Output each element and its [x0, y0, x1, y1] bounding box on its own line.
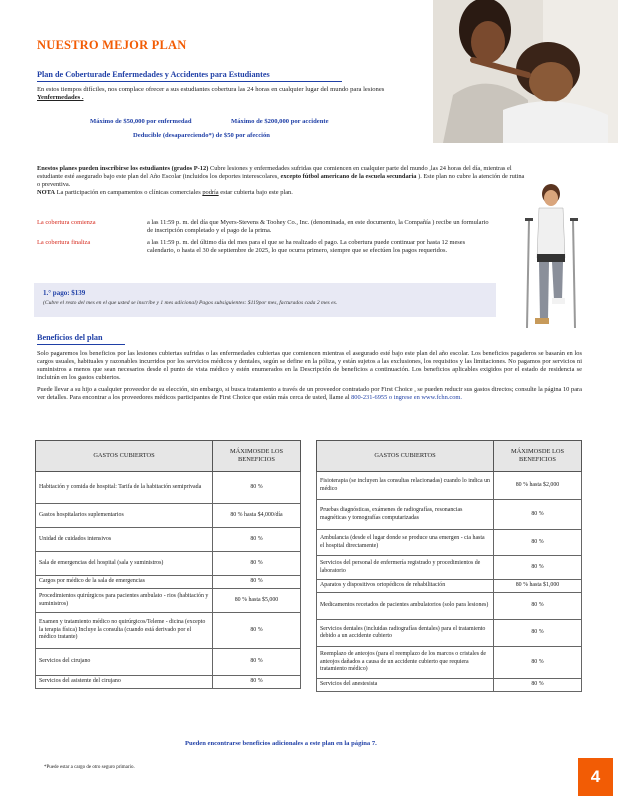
- eligibility-paragraph: [37, 165, 527, 197]
- nota-link: podría: [202, 189, 219, 196]
- service-cell: Pruebas diagnósticas, exámenes de radiografías, resonancias magnéticas y tomografías computarizadas: [317, 500, 494, 530]
- plan-heading-rule: [37, 81, 342, 82]
- table-row: [317, 530, 582, 556]
- student-on-crutches-image: [515, 180, 585, 330]
- service-cell: Servicios del personal de enfermería registrado y procedimientos de laboratorio: [317, 556, 494, 580]
- max-benefit-cell: 80 %: [213, 552, 301, 576]
- deductible: Deducible (desapareciendo*) de $50 por afección: [133, 132, 270, 139]
- table-row: [36, 552, 301, 576]
- coverage-end-label: La cobertura finaliza: [37, 239, 91, 246]
- service-cell: Fisioterapia (se incluyen las consultas relacionadas) cuando lo indica un médico: [317, 472, 494, 500]
- table-row: [36, 613, 301, 649]
- max-benefit-cell: 80 %: [494, 679, 582, 692]
- table-row: [36, 528, 301, 552]
- table-row: [36, 504, 301, 528]
- footer-note: Pueden encontrarse beneficios adicionales a este plan en la página 7.: [185, 740, 377, 747]
- hero-photo: [433, 0, 618, 143]
- table-row: [317, 472, 582, 500]
- service-cell: Reemplazo de anteojos (para el reemplazo de los marcos o cristales de anteojos dañados a causa de un accidente cubierto que requiera tratamiento médico): [317, 647, 494, 679]
- contact-phone-link[interactable]: 800-231-6955 o ingrese en www.fchn.com.: [351, 394, 462, 401]
- benefits-paragraph-2-text: Puede llevar a su hijo a cualquier proveedor de su elección, sin embargo, si busca tratamiento a través de un proveedor contratado por First Choice , se pueden reducir sus gastos directos; consulte la página 10 para ver detalles. Para encontrar a los proveedores médicos participantes de First Choice que están más cerca de usted, llame al: [37, 386, 582, 401]
- intro-text: En estos tiempos difíciles, nos complace ofrecer a sus estudiantes cobertura las 24 horas en cualquier lugar del mundo para lesiones: [37, 86, 385, 93]
- right-rows: [317, 472, 582, 692]
- service-cell: Sala de emergencias del hospital (sala y suministros): [36, 552, 213, 576]
- service-cell: Gastos hospitalarios suplementarios: [36, 504, 213, 528]
- service-cell: Servicios del cirujano: [36, 649, 213, 676]
- mother-and-child-image: [433, 0, 618, 143]
- left-rows: [36, 472, 301, 689]
- benefits-table-left: [35, 440, 301, 689]
- footnote: *Puede estar a cargo de otro seguro primario.: [44, 765, 135, 770]
- nota-text: La participación en campamentos o clínicas comerciales: [56, 189, 201, 196]
- payment-details: (Cubre el resto del mes en el que usted se inscribe y 1 mes adicional) Pagos subsiguientes: $119por mes, facturados cada 2 mes es.: [43, 299, 338, 306]
- coverage-start-label: La cobertura comienza: [37, 219, 96, 226]
- max-benefit-cell: 80 %: [494, 593, 582, 620]
- table-row: [317, 647, 582, 679]
- service-cell: Aparatos y dispositivos ortopédicos de rehabilitación: [317, 580, 494, 593]
- max-benefit-cell: 80 %: [213, 649, 301, 676]
- service-cell: Procedimientos quirúrgicos para pacientes ambulato - rios (habitación y suministros): [36, 589, 213, 613]
- table-row: [317, 593, 582, 620]
- table-row: [36, 649, 301, 676]
- service-cell: Habitación y comida de hospital: Tarifa de la habitación semiprivada: [36, 472, 213, 504]
- max-benefit-cell: 80 %: [213, 528, 301, 552]
- service-cell: Servicios dentales (incluidas radiografías dentales) para el tratamiento debido a un accidente cubierto: [317, 620, 494, 647]
- table-row: [36, 589, 301, 613]
- max-benefit-cell: 80 %: [213, 576, 301, 589]
- eligibility-exception: excepto fútbol americano de la escuela secundaria: [280, 173, 417, 180]
- eligibility-text-2: ). Este plan no cubre la atención de rutina o preventiva.: [37, 173, 525, 188]
- coverage-end-text: a las 11:59 p. m. del último día del mes para el que se ha realizado el pago. La cobertura puede continuar por hasta 12 meses calendario, o hasta el 30 de septiembre de 2025, lo que ocurra primero, siempre que se efectúen los pagos requeridos.: [147, 239, 466, 254]
- table-row: [317, 556, 582, 580]
- max-benefit-cell: 80 %: [494, 500, 582, 530]
- plan-heading: Plan de Coberturade Enfermedades y Accidentes para Estudiantes: [37, 70, 270, 79]
- page-number: 4: [578, 758, 613, 796]
- max-benefit-cell: 80 %: [494, 556, 582, 580]
- benefits-paragraph-1: Solo pagaremos los beneficios por las lesiones cubiertas sufridas o las enfermedades cubiertas que comiencen mientras el asegurado esté bajo este plan del año escolar. Los beneficios pagaderos se basarán en los cargos usuales, habituales y razonables incurridos por los servicios médicos y dentales, según se define en la póliza, y están sujetos a las exclusiones, los requisitos y las limitaciones. No pagamos por servicios ni suministros a menos que sean necesarios desde el punto de vista médico y estén enumerados en la Descripción de beneficios a continuación. Los beneficios aplicables exigidos por el estado de residencia se incluirán en los gastos cubiertos.: [37, 350, 582, 381]
- intro-link[interactable]: Yenfermedades .: [37, 94, 84, 102]
- col-header-services: GASTOS CUBIERTOS: [36, 441, 213, 472]
- table-row: [317, 580, 582, 593]
- max-benefit-cell: 80 %: [213, 613, 301, 649]
- service-cell: Cargos por médico de la sala de emergencias: [36, 576, 213, 589]
- col-header-max: MÁXIMOSDE LOS BENEFICIOS: [494, 441, 582, 472]
- benefits-paragraph-2: [37, 386, 582, 402]
- table-row: [317, 679, 582, 692]
- col-header-max: MÁXIMOSDE LOS BENEFICIOS: [213, 441, 301, 472]
- nota-label: NOTA: [37, 189, 55, 196]
- col-header-services: GASTOS CUBIERTOS: [317, 441, 494, 472]
- service-cell: Medicamentos recetados de pacientes ambulatorios (solo para lesiones): [317, 593, 494, 620]
- service-cell: Servicios del anestesista: [317, 679, 494, 692]
- table-row: [317, 620, 582, 647]
- nota-text-2: estar cubierta bajo este plan.: [220, 189, 293, 196]
- benefits-description: [37, 350, 582, 406]
- max-benefit-cell: 80 %: [213, 676, 301, 689]
- max-benefit-cell: 80 %: [494, 620, 582, 647]
- table-row: [36, 676, 301, 689]
- max-benefit-cell: 80 %: [494, 530, 582, 556]
- benefits-table-right: [316, 440, 582, 692]
- max-benefit-cell: 80 % hasta $4,000/día: [213, 504, 301, 528]
- payment-box: [34, 283, 496, 317]
- eligibility-bold: Enestos planes pueden inscribirse los estudiantes (grados P-12): [37, 165, 209, 172]
- intro-paragraph: [37, 86, 394, 102]
- service-cell: Ambulancia (desde el lugar donde se produce una emergen - cia hasta el hospital directamente): [317, 530, 494, 556]
- first-payment: 1.° pago: $139: [43, 289, 86, 297]
- coverage-start-text: a las 11:59 p. m. del día que Myers-Stevens & Toohey Co., Inc. (denominada, en este documento, la Compañía ) recibe un formulario de inscripción completado y el pago de la prima.: [147, 219, 489, 234]
- max-benefit-cell: 80 %: [213, 472, 301, 504]
- table-row: [36, 576, 301, 589]
- table-row: [36, 472, 301, 504]
- table-row: [317, 500, 582, 530]
- benefits-heading-rule: [37, 344, 125, 345]
- benefits-heading: Beneficios del plan: [37, 333, 103, 342]
- max-illness: Máximo de $50,000 por enfermedad: [90, 118, 192, 125]
- service-cell: Unidad de cuidados intensivos: [36, 528, 213, 552]
- max-accident: Máximo de $200,000 por accidente: [231, 118, 329, 125]
- service-cell: Examen y tratamiento médico no quirúrgicos/Teleme - dicina (excepto la terapia física) Incluye la consulta (cuando está derivado por el médico tratante): [36, 613, 213, 649]
- eligibility-text: Cubre lesiones y enfermedades sufridas que comiencen en cualquier parte del mundo ,las 24 horas del día, mientras el estudiante esté asegurado bajo este plan del Año Escolar (incluidos los deportes interescolares,: [37, 165, 512, 180]
- max-benefit-cell: 80 %: [494, 647, 582, 679]
- max-benefit-cell: 80 % hasta $5,000: [213, 589, 301, 613]
- max-benefit-cell: 80 % hasta $1,000: [494, 580, 582, 593]
- max-benefit-cell: 80 % hasta $2,000: [494, 472, 582, 500]
- page-title: NUESTRO MEJOR PLAN: [37, 38, 187, 52]
- service-cell: Servicios del asistente del cirujano: [36, 676, 213, 689]
